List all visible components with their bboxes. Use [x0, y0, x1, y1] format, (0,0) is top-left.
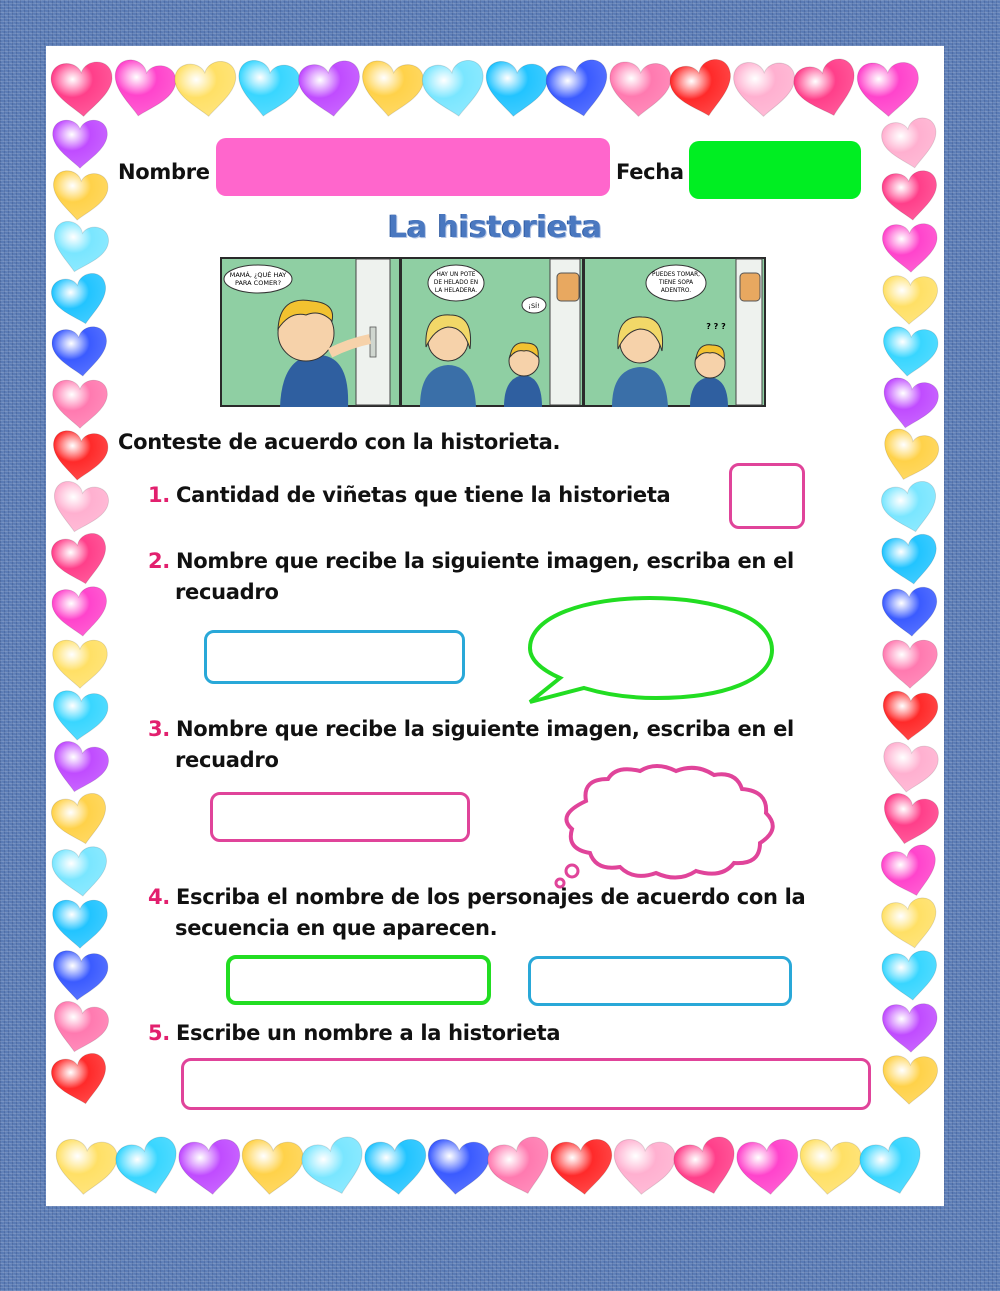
question-text: Escribe un nombre a la historieta	[176, 1021, 561, 1045]
answer-box-4b[interactable]	[528, 956, 792, 1006]
speech-bubble-icon	[524, 594, 778, 706]
comic-speech-1b: PARA COMER?	[234, 279, 282, 287]
comic-panel-2	[402, 259, 582, 407]
question-number: 5.	[148, 1021, 170, 1045]
answer-box-4a[interactable]	[226, 955, 491, 1005]
page-title: La historieta	[387, 210, 603, 245]
name-input[interactable]	[216, 138, 610, 196]
comic-speech-2b: DE HELADO EN	[433, 280, 479, 286]
answer-box-5[interactable]	[181, 1058, 871, 1110]
comic-panel-1	[222, 259, 399, 407]
question-4	[148, 882, 855, 944]
comic-reply-2: ¡SÍ!	[528, 302, 540, 310]
comic-speech-2c: LA HELADERA.	[434, 288, 478, 294]
question-number: 3.	[148, 717, 170, 741]
comic-speech-3a: PUEDES TOMAR,	[652, 272, 700, 278]
comic-speech-3b: TIENE SOPA	[658, 280, 694, 286]
question-text: Escriba el nombre de los personajes de acuerdo con la secuencia en que aparecen.	[175, 885, 806, 940]
thought-bubble-icon	[546, 761, 786, 891]
date-label: Fecha	[616, 160, 684, 184]
question-5	[148, 1018, 808, 1049]
question-number: 4.	[148, 885, 170, 909]
comic-panel-3	[585, 259, 764, 407]
question-number: 2.	[148, 549, 170, 573]
comic-speech-3c: ADENTRO.	[660, 288, 692, 294]
comic-strip	[220, 257, 766, 407]
answer-box-2[interactable]	[204, 630, 465, 684]
question-text: Cantidad de viñetas que tiene la historieta	[176, 483, 671, 507]
comic-marks-3: ? ? ?	[706, 322, 726, 331]
worksheet-page	[46, 46, 944, 1206]
comic-speech-1a: MAMÁ, ¿QUÉ HAY	[229, 271, 287, 279]
question-text: Nombre que recibe la siguiente imagen, escriba en el recuadro	[175, 717, 794, 772]
name-label: Nombre	[118, 160, 210, 184]
comic-speech-2a: HAY UN POTE	[436, 272, 476, 278]
answer-box-1[interactable]	[729, 463, 805, 529]
question-1	[148, 480, 708, 511]
question-number: 1.	[148, 483, 170, 507]
question-text: Nombre que recibe la siguiente imagen, escriba en el recuadro	[175, 549, 794, 604]
date-input[interactable]	[689, 141, 861, 199]
answer-box-3[interactable]	[210, 792, 470, 842]
instructions: Conteste de acuerdo con la historieta.	[118, 430, 561, 454]
